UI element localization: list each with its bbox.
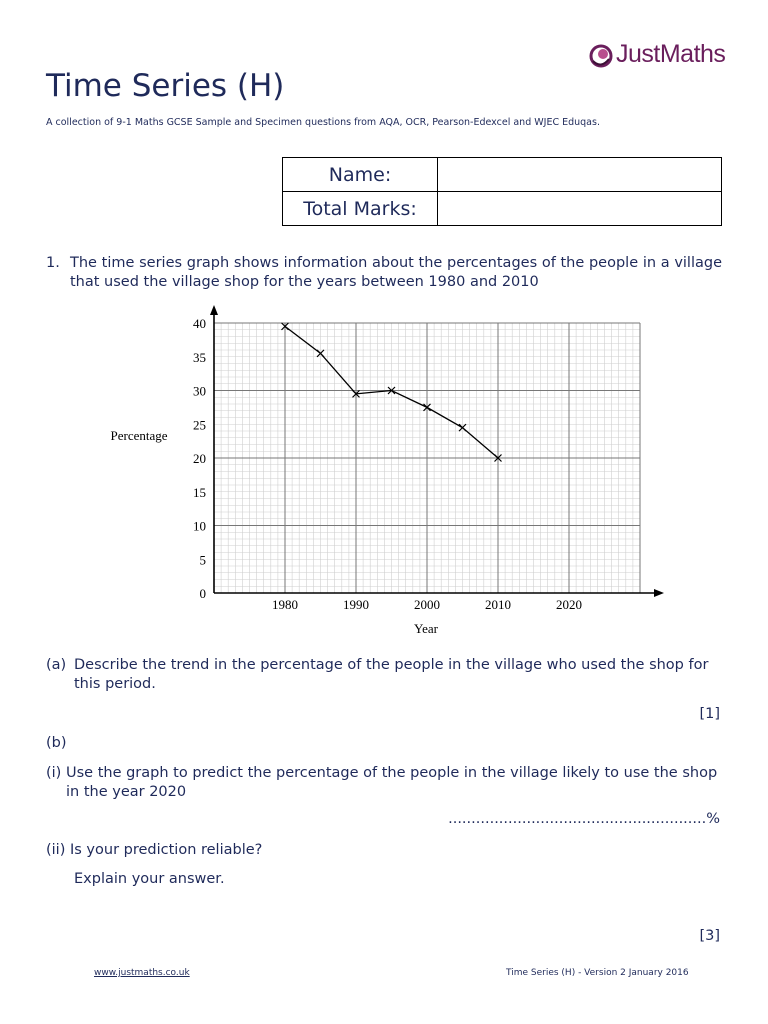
question-number: 1. bbox=[46, 255, 60, 271]
x-tick-label: 1980 bbox=[272, 597, 298, 612]
y-tick-label: 40 bbox=[193, 316, 206, 331]
total-marks-label: Total Marks: bbox=[283, 192, 438, 226]
x-tick-label: 2010 bbox=[485, 597, 511, 612]
logo-swirl-icon bbox=[588, 43, 614, 69]
y-tick-label: 5 bbox=[199, 552, 206, 568]
time-series-chart bbox=[96, 300, 676, 645]
part-b-ii-explain: Explain your answer. bbox=[74, 871, 225, 887]
part-a-label: (a) bbox=[46, 657, 67, 673]
chart-y-ticks bbox=[193, 316, 206, 601]
part-b-marks: [3] bbox=[699, 928, 720, 944]
part-b-label: (b) bbox=[46, 735, 67, 751]
x-tick-label: 2000 bbox=[414, 597, 440, 612]
part-b-i-answer-line[interactable]: ........................................................% bbox=[448, 811, 720, 827]
part-a-marks: [1] bbox=[699, 706, 720, 722]
part-b-ii-text: Is your prediction reliable? bbox=[69, 842, 263, 858]
chart-x-ticks bbox=[272, 597, 582, 612]
part-b-i-text: Use the graph to predict the percentage of the people in the village likely to use the shop in the year 2020 bbox=[66, 765, 718, 800]
y-tick-label: 25 bbox=[193, 417, 206, 433]
y-tick-label: 20 bbox=[193, 451, 206, 466]
x-tick-label: 2020 bbox=[556, 597, 582, 612]
page-title: Time Series (H) bbox=[46, 68, 285, 104]
x-axis-arrow-icon bbox=[654, 589, 664, 597]
question-text: The time series graph shows information about the percentages of the people in a village that used the village shop for the years between 1980 and 2010 bbox=[70, 255, 722, 290]
justmaths-logo bbox=[588, 40, 728, 72]
chart-x-axis-label: Year bbox=[414, 621, 438, 636]
y-tick-label: 0 bbox=[199, 586, 206, 601]
name-label: Name: bbox=[283, 158, 438, 192]
y-tick-label: 30 bbox=[193, 383, 206, 399]
x-tick-label: 1990 bbox=[343, 597, 369, 612]
part-b-i bbox=[46, 764, 722, 802]
chart-y-axis-label: Percentage bbox=[110, 428, 168, 443]
logo-text: JustMaths bbox=[616, 40, 726, 68]
part-a-text: Describe the trend in the percentage of the people in the village who used the shop for this period. bbox=[74, 657, 709, 692]
total-marks-field[interactable] bbox=[438, 192, 722, 226]
y-axis-arrow-icon bbox=[210, 305, 218, 315]
footer-version: Time Series (H) - Version 2 January 2016 bbox=[506, 968, 689, 978]
footer-website-link[interactable]: www.justmaths.co.uk bbox=[94, 968, 190, 978]
y-tick-label: 15 bbox=[193, 484, 206, 500]
y-tick-label: 10 bbox=[193, 518, 206, 534]
name-marks-table bbox=[282, 157, 722, 226]
part-b-ii bbox=[46, 841, 262, 860]
y-tick-label: 35 bbox=[193, 349, 206, 365]
part-a bbox=[46, 656, 722, 694]
name-field[interactable] bbox=[438, 158, 722, 192]
page-subtitle: A collection of 9-1 Maths GCSE Sample and Specimen questions from AQA, OCR, Pearson-Edexcel and WJEC Eduqas. bbox=[46, 117, 600, 128]
part-b-ii-label: (ii) bbox=[46, 842, 66, 858]
question-1 bbox=[46, 254, 722, 292]
part-b-i-label: (i) bbox=[46, 765, 62, 781]
